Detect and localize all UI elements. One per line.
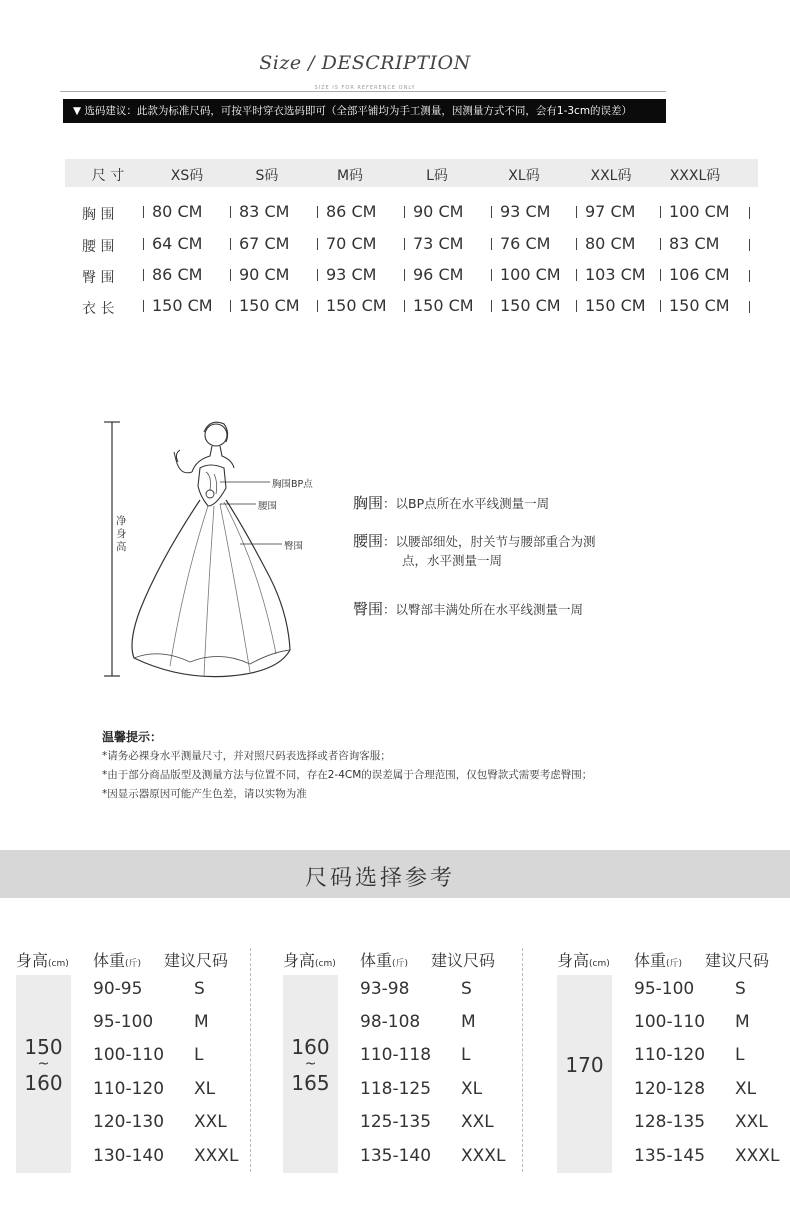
- weight-range: 100-110: [93, 1045, 165, 1065]
- size-cell-value: 103 CM: [585, 265, 646, 284]
- weight-range: 98-108: [360, 1012, 421, 1032]
- measure-text: ：以臀部丰满处所在水平线测量一周: [383, 602, 584, 617]
- size-cell-value: 150 CM: [669, 296, 730, 315]
- size-cell: [230, 234, 316, 253]
- size-cell: [317, 234, 403, 253]
- size-cell-value: 90 CM: [239, 265, 290, 284]
- size-cell-value: 83 CM: [239, 202, 290, 221]
- suggested-size: M: [461, 1012, 476, 1032]
- size-col-xs: XS码: [170, 168, 204, 184]
- weight-column-header: [634, 948, 682, 971]
- height-label: 身高: [16, 951, 49, 970]
- height-column-header: [283, 948, 336, 971]
- tips-title: 温馨提示：: [102, 730, 163, 744]
- cell-separator: [491, 238, 492, 250]
- cell-separator: [660, 269, 661, 281]
- size-cell-value: 97 CM: [585, 202, 636, 221]
- weight-range: 90-95: [93, 979, 143, 999]
- measure-text: ：以腰部细处，肘关节与腰部重合为测: [383, 534, 596, 549]
- cell-separator: [404, 300, 405, 312]
- row-end-separator: [749, 270, 750, 282]
- cell-separator: [317, 206, 318, 218]
- size-cell: [143, 234, 229, 253]
- size-cell: [576, 234, 662, 253]
- cell-separator: [576, 269, 577, 281]
- weight-range: 120-128: [634, 1079, 706, 1099]
- weight-range: 100-110: [634, 1012, 706, 1032]
- size-cell-value: 96 CM: [413, 265, 464, 284]
- height-label: 净身高: [116, 515, 127, 553]
- suggested-size: XXL: [194, 1112, 227, 1132]
- cell-separator: [143, 238, 144, 250]
- weight-range: 125-135: [360, 1112, 432, 1132]
- cell-separator: [143, 206, 144, 218]
- cell-separator: [230, 206, 231, 218]
- measure-term: 胸围: [353, 494, 384, 512]
- cell-separator: [317, 238, 318, 250]
- size-col-m: M码: [336, 168, 364, 184]
- size-cell-value: 76 CM: [500, 234, 551, 253]
- suggested-size: M: [735, 1012, 750, 1032]
- suggested-size: L: [194, 1045, 204, 1065]
- weight-column-header: [93, 948, 141, 971]
- size-cell: [404, 234, 490, 253]
- weight-range: 135-145: [634, 1146, 706, 1166]
- size-cell-value: 67 CM: [239, 234, 290, 253]
- size-cell: [404, 265, 490, 284]
- figure-skirt: [132, 500, 290, 677]
- size-col-xxl: XXL码: [590, 168, 632, 184]
- size-cell: [660, 296, 746, 315]
- size-cell: [230, 265, 316, 284]
- size-cell-value: 106 CM: [669, 265, 730, 284]
- cell-separator: [491, 300, 492, 312]
- size-cell: [491, 296, 577, 315]
- suggested-size: S: [461, 979, 472, 999]
- suggested-size: S: [194, 979, 205, 999]
- size-cell-value: 93 CM: [500, 202, 551, 221]
- weight-range: 135-140: [360, 1146, 432, 1166]
- suggested-size: M: [194, 1012, 209, 1032]
- suggested-size: XXL: [461, 1112, 494, 1132]
- height-column-header: [16, 948, 69, 971]
- measure-bust: [353, 492, 549, 513]
- size-cell: [230, 202, 316, 221]
- size-cell: [230, 296, 316, 315]
- size-cell-value: 90 CM: [413, 202, 464, 221]
- weight-range: 93-98: [360, 979, 410, 999]
- size-cell-value: 83 CM: [669, 234, 720, 253]
- measure-waist-cont: [402, 551, 502, 569]
- size-table-corner: 尺 寸: [91, 168, 125, 184]
- height-value: 170: [565, 1053, 604, 1077]
- height-unit: (cm): [315, 959, 336, 969]
- suggested-size: XL: [461, 1079, 483, 1099]
- suggested-size: XXXL: [194, 1146, 239, 1166]
- callout-bust: 胸围BP点: [272, 479, 313, 490]
- dress-diagram: [100, 410, 300, 700]
- size-col-xl: XL码: [508, 168, 540, 184]
- size-guide-title: 尺码选择参考: [304, 866, 455, 891]
- weight-range: 110-120: [93, 1079, 165, 1099]
- size-cell: [576, 296, 662, 315]
- size-cell-value: 150 CM: [239, 296, 300, 315]
- measure-term: 臀围: [353, 600, 384, 618]
- suggested-size: S: [735, 979, 746, 999]
- size-cell: [143, 296, 229, 315]
- cell-separator: [660, 206, 661, 218]
- weight-range: 95-100: [93, 1012, 154, 1032]
- size-cell-value: 150 CM: [413, 296, 474, 315]
- cell-separator: [491, 206, 492, 218]
- tip-item: *由于部分商品版型及测量方法与位置不同，存在2-4CM的误差属于合理范围，仅包臀款式需要考虑臀围；: [102, 769, 593, 781]
- cell-separator: [230, 269, 231, 281]
- measure-text: ：以BP点所在水平线测量一周: [383, 496, 550, 511]
- cell-separator: [404, 269, 405, 281]
- size-cell-value: 150 CM: [585, 296, 646, 315]
- size-row-label: 臀 围: [82, 270, 115, 286]
- cell-separator: [576, 238, 577, 250]
- weight-unit: (斤): [125, 959, 142, 969]
- suggested-size: XXXL: [461, 1146, 506, 1166]
- height-range-bottom: 160: [24, 1071, 63, 1095]
- height-range-top: 160: [291, 1035, 330, 1059]
- suggested-size: XL: [194, 1079, 216, 1099]
- cell-separator: [491, 269, 492, 281]
- size-cell: [576, 265, 662, 284]
- size-cell-value: 86 CM: [326, 202, 377, 221]
- size-cell: [491, 265, 577, 284]
- size-row-label: 腰 围: [82, 239, 115, 255]
- size-cell-value: 64 CM: [152, 234, 203, 253]
- weight-unit: (斤): [666, 959, 683, 969]
- height-range-sep: ~: [37, 1056, 50, 1072]
- page-subtitle: SIZE IS FOR REFERENCE ONLY: [314, 85, 416, 91]
- weight-range: 120-130: [93, 1112, 165, 1132]
- measure-term: 腰围: [353, 532, 384, 550]
- cell-separator: [660, 300, 661, 312]
- cell-separator: [660, 238, 661, 250]
- size-cell: [404, 202, 490, 221]
- size-cell: [143, 202, 229, 221]
- size-cell: [660, 234, 746, 253]
- size-column-header: 建议尺码: [164, 951, 229, 970]
- size-cell-value: 93 CM: [326, 265, 377, 284]
- weight-range: 110-120: [634, 1045, 706, 1065]
- weight-column-header: [360, 948, 408, 971]
- column-divider: [250, 948, 251, 1172]
- weight-range: 118-125: [360, 1079, 432, 1099]
- height-label: 身高: [283, 951, 316, 970]
- size-cell: [491, 202, 577, 221]
- height-unit: (cm): [589, 959, 610, 969]
- size-cell-value: 100 CM: [500, 265, 561, 284]
- size-cell: [143, 265, 229, 284]
- weight-range: 130-140: [93, 1146, 165, 1166]
- cell-separator: [317, 269, 318, 281]
- weight-range: 128-135: [634, 1112, 706, 1132]
- size-cell-value: 80 CM: [585, 234, 636, 253]
- size-cell-value: 70 CM: [326, 234, 377, 253]
- size-cell-value: 80 CM: [152, 202, 203, 221]
- size-cell: [317, 202, 403, 221]
- size-row-label: 衣 长: [82, 301, 115, 317]
- size-column-header: 建议尺码: [431, 951, 496, 970]
- suggested-size: L: [735, 1045, 745, 1065]
- size-cell: [660, 202, 746, 221]
- height-range-sep: ~: [304, 1056, 317, 1072]
- column-divider: [522, 948, 523, 1172]
- size-column-header: 建议尺码: [705, 951, 770, 970]
- row-end-separator: [749, 301, 750, 313]
- suggested-size: XXL: [735, 1112, 768, 1132]
- suggested-size: L: [461, 1045, 471, 1065]
- cell-separator: [404, 238, 405, 250]
- size-cell-value: 86 CM: [152, 265, 203, 284]
- callout-hip: 臀围: [284, 541, 304, 552]
- measure-waist: [353, 530, 596, 551]
- cell-separator: [404, 206, 405, 218]
- height-label: 身高: [557, 951, 590, 970]
- cell-separator: [317, 300, 318, 312]
- suggested-size: XXXL: [735, 1146, 780, 1166]
- height-range-bottom: 165: [291, 1071, 330, 1095]
- cell-separator: [230, 300, 231, 312]
- height-column-header: [557, 948, 610, 971]
- height-range-top: 150: [24, 1035, 63, 1059]
- weight-range: 110-118: [360, 1045, 432, 1065]
- figure-head: [205, 424, 227, 446]
- size-notice-bar: ▼ 选码建议：此款为标准尺码，可按平时穿衣选码即可（全部平铺均为手工测量，因测量方式不同，会有1-3cm的误差）: [63, 99, 666, 123]
- figure-bodice: [198, 465, 226, 506]
- callout-waist: 腰围: [258, 501, 278, 512]
- size-col-xxxl: XXXL码: [669, 168, 721, 184]
- weight-unit: (斤): [392, 959, 409, 969]
- page-title: Size / DESCRIPTION: [259, 52, 471, 74]
- weight-label: 体重: [93, 951, 126, 970]
- weight-label: 体重: [634, 951, 667, 970]
- row-end-separator: [749, 239, 750, 251]
- measure-text: 点，水平测量一周: [402, 553, 503, 568]
- cell-separator: [143, 300, 144, 312]
- size-cell-value: 73 CM: [413, 234, 464, 253]
- size-cell-value: 150 CM: [326, 296, 387, 315]
- row-end-separator: [749, 207, 750, 219]
- size-cell-value: 150 CM: [500, 296, 561, 315]
- size-row-label: 胸 围: [82, 207, 115, 223]
- size-cell: [317, 265, 403, 284]
- weight-range: 95-100: [634, 979, 695, 999]
- size-cell: [491, 234, 577, 253]
- cell-separator: [230, 238, 231, 250]
- size-cell: [660, 265, 746, 284]
- measure-hip: [353, 598, 583, 619]
- size-col-l: L码: [426, 168, 448, 184]
- size-cell: [576, 202, 662, 221]
- size-cell: [404, 296, 490, 315]
- cell-separator: [576, 300, 577, 312]
- cell-separator: [576, 206, 577, 218]
- tip-item: *请务必裸身水平测量尺寸，并对照尺码表选择或者咨询客服；: [102, 750, 391, 762]
- cell-separator: [143, 269, 144, 281]
- size-col-s: S码: [255, 168, 279, 184]
- suggested-size: XL: [735, 1079, 757, 1099]
- size-cell: [317, 296, 403, 315]
- height-unit: (cm): [48, 959, 69, 969]
- size-cell-value: 150 CM: [152, 296, 213, 315]
- weight-label: 体重: [360, 951, 393, 970]
- header-divider: [60, 91, 666, 92]
- size-cell-value: 100 CM: [669, 202, 730, 221]
- tip-item: *因显示器原因可能产生色差，请以实物为准: [102, 788, 307, 800]
